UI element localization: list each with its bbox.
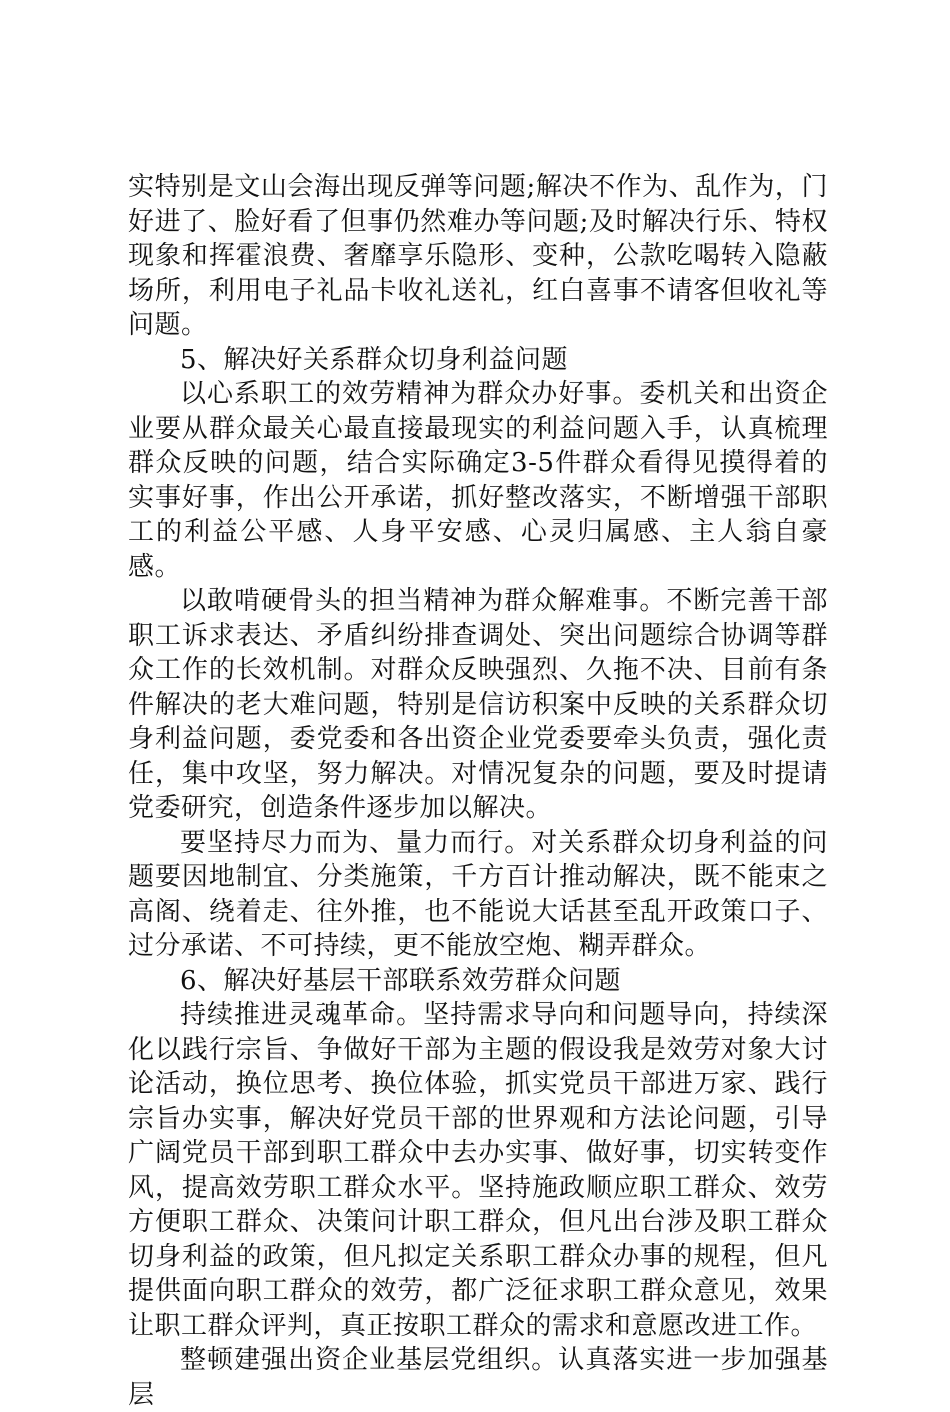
paragraph-do-best: 要坚持尽力而为、量力而行。对关系群众切身利益的问题要因地制宜、分类施策，千方百计推动解决，既不能束之高阁、绕着走、往外推，也不能说大话甚至乱开政策口子、过分承诺、不可持续，更不能放空炮、糊弄群众。 <box>128 827 828 961</box>
section-heading-6: 6、解决好基层干部联系效劳群众问题 <box>180 965 622 996</box>
paragraph-serve-heart: 以心系职工的效劳精神为群众办好事。委机关和出资企业要从群众最关心最直接最现实的利益问题入手，认真梳理群众反映的问题，结合实际确定3-5件群众看得见摸得着的实事好事，作出公开承诺，抓好整改落实，不断增强干部职工的利益公平感、人身平安感、心灵归属感、主人翁自豪感。 <box>128 379 828 582</box>
paragraph-continuation: 实特别是文山会海出现反弹等问题;解决不作为、乱作为，门好进了、脸好看了但事仍然难办等问题;及时解决行乐、特权现象和挥霍浪费、奢靡享乐隐形、变种，公款吃喝转入隐蔽场所，利用电子礼品卡收礼送礼，红白喜事不请客但收礼等问题。 <box>128 172 828 340</box>
paragraph-solve-difficulties: 以敢啃硬骨头的担当精神为群众解难事。不断完善干部职工诉求表达、矛盾纠纷排查调处、突出问题综合协调等群众工作的长效机制。对群众反映强烈、久拖不决、目前有条件解决的老大难问题，特别是信访积案中反映的关系群众切身利益问题，委党委和各出资企业党委要牵头负责，强化责任，集中攻坚，努力解决。对情况复杂的问题，要及时提请党委研究，创造条件逐步加以解决。 <box>128 586 828 823</box>
paragraph-soul-revolution: 持续推进灵魂革命。坚持需求导向和问题导向，持续深化以践行宗旨、争做好干部为主题的假设我是效劳对象大讨论活动，换位思考、换位体验，抓实党员干部进万家、践行宗旨办实事，解决好党员干部的世界观和方法论问题，引导广阔党员干部到职工群众中去办实事、做好事，切实转变作风，提高效劳职工群众水平。坚持施政顺应职工群众、效劳方便职工群众、决策问计职工群众，但凡出台涉及职工群众切身利益的政策，但凡拟定关系职工群众办事的规程，但凡提供面向职工群众的效劳，都广泛征求职工群众意见，效果让职工群众评判，真正按职工群众的需求和意愿改进工作。 <box>128 1000 828 1341</box>
document-page <box>128 170 828 1412</box>
paragraph-party-organization: 整顿建强出资企业基层党组织。认真落实进一步加强基层 <box>128 1345 828 1410</box>
section-heading-5: 5、解决好关系群众切身利益问题 <box>180 344 569 375</box>
